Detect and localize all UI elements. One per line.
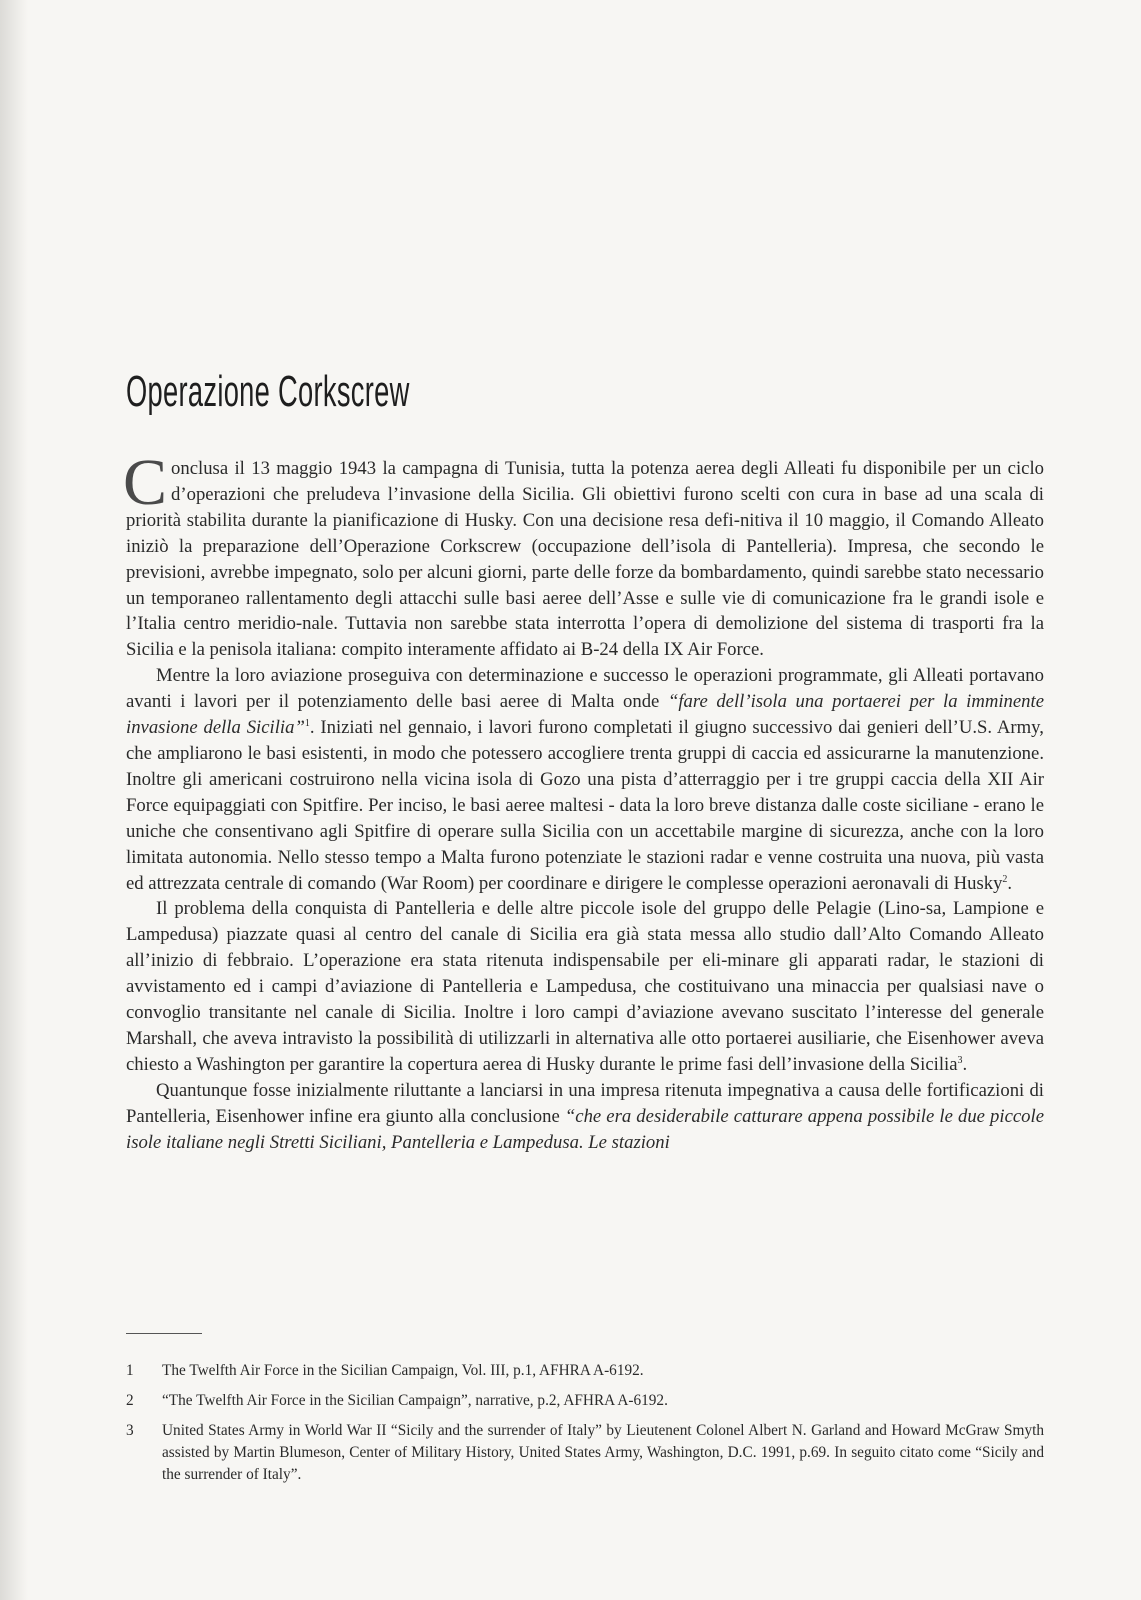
footnote-ref-2: 2 bbox=[1002, 873, 1008, 885]
footnote-number: 3 bbox=[126, 1422, 134, 1439]
footnote-text: “The Twelfth Air Force in the Sicilian Campaign”, narrative, p.2, AFHRA A-6192. bbox=[162, 1392, 668, 1409]
quote-eisenhower: “che era desiderabile catturare appena possibile le due piccole isole italiane negli Stretti Siciliani, Pantelleria e Lampedusa. Le stazioni bbox=[126, 1105, 1045, 1153]
paragraph-2-text-b: . Iniziati nel gennaio, i lavori furono completati il giugno successivo dai genieri dell’U.S. Army, che ampliarono le basi esistenti, in modo che potessero accogliere trenta gruppi di caccia ed assicurarne la manutenzione. Inoltre gli americani costruirono nella vicina isola di Gozo una pista d’atterraggio per i tre gruppi caccia della XII Air Force equipaggiati con Spitfire. Per inciso, le basi aeree maltesi - data la loro breve distanza dalle coste siciliane - erano le uniche che consentivano agli Spitfire di operare sulla Sicilia con un accettabile margine di sicurezza, anche con la loro limitata autonomia. Nello stesso tempo a Malta furono potenziate le stazioni radar e venne costruita una nuova, più vasta ed attrezzata centrale di comando (War Room) per coordinare e dirigere le complesse operazioni aeronavali di Husky bbox=[126, 717, 1044, 894]
chapter-title: Operazione Corkscrew bbox=[126, 367, 410, 416]
paragraph-2 bbox=[126, 663, 1044, 896]
footnote-ref-1: 1 bbox=[304, 717, 310, 729]
paragraph-3-text-end: . bbox=[962, 1053, 968, 1075]
paragraph-2-text-a: Mentre la loro aviazione proseguiva con determinazione e successo le operazioni programmate, gli Alleati portavano avanti i lavori per il potenziamento delle basi aeree di Malta onde bbox=[126, 665, 1044, 713]
footnote-divider bbox=[126, 1333, 202, 1334]
footnote-item bbox=[126, 1360, 1044, 1382]
paragraph-4-text: Quantunque fosse inizialmente riluttante a lanciarsi in una impresa ritenuta impegnativa a causa delle fortificazioni di Pantelleria, Eisenhower infine era giunto alla conclusione bbox=[126, 1079, 1044, 1127]
body-text bbox=[123, 446, 1045, 1155]
footnotes bbox=[126, 1360, 1044, 1494]
document-page bbox=[123, 0, 1045, 1600]
paragraph-4 bbox=[126, 1078, 1044, 1156]
footnote-item bbox=[126, 1390, 1044, 1412]
paragraph-2-text-c: . bbox=[1007, 872, 1013, 894]
drop-cap: C bbox=[123, 446, 168, 519]
footnote-item bbox=[126, 1420, 1044, 1486]
paragraph-3-text: Il problema della conquista di Pantelleria e delle altre piccole isole del gruppo delle Pelagie (Lino-sa, Lampione e Lampedusa) piazzate quasi al centro del canale di Sicilia era già stata messa allo studio dall’Alto Comando Alleato all’inizio di febbraio. L’operazione era stata ritenuta indispensabile per eli-minare gli apparati radar, le stazioni di avvistamento ed i campi d’aviazione di Pantelleria e Lampedusa, che costituivano una minaccia per qualsiasi nave o convoglio transitante nel canale di Sicilia. Inoltre i loro campi d’aviazione avevano suscitato l’interesse del generale Marshall, che aveva intravisto la possibilità di utilizzarli in alternativa alle otto portaerei ausiliarie, che Eisenhower aveva chiesto a Washington per garantire la copertura aerea di Husky durante le prime fasi dell’invasione della Sicilia bbox=[126, 898, 1044, 1075]
page-binding-shadow bbox=[0, 0, 28, 1600]
footnote-ref-3: 3 bbox=[957, 1054, 963, 1066]
footnote-text: The Twelfth Air Force in the Sicilian Campaign, Vol. III, p.1, AFHRA A-6192. bbox=[162, 1362, 644, 1379]
paragraph-1-text: onclusa il 13 maggio 1943 la campagna di Tunisia, tutta la potenza aerea degli Alleati fu disponibile per un ciclo d’operazioni che preludeva l’invasione della Sicilia. Gli obiettivi furono scelti con cura in base ad una scala di priorità stabilita durante la pianificazione di Husky. Con una decisione resa defi-nitiva il 10 maggio, il Comando Alleato iniziò la preparazione dell’Operazione Corkscrew (occupazione dell’isola di Pantelleria). Impresa, che secondo le previsioni, avrebbe impegnato, solo per alcuni giorni, parte delle forze da bombardamento, quindi sarebbe stato necessario un temporaneo rallentamento degli attacchi sulle basi aeree dell’Asse e sulle vie di comunicazione fra le grandi isole e l’Italia centro meridio-nale. Tuttavia non sarebbe stata interrotta l’opera di demolizione del sistema di trasporti fra la Sicilia e la penisola italiana: compito interamente affidato ai B-24 della IX Air Force. bbox=[126, 458, 1044, 661]
footnote-number: 1 bbox=[126, 1362, 134, 1379]
paragraph-3 bbox=[126, 896, 1044, 1077]
paragraph-1 bbox=[123, 446, 1044, 663]
quote-malta: “fare dell’isola una portaerei per la imminente invasione della Sicilia” bbox=[126, 691, 1044, 739]
footnote-text: United States Army in World War II “Sicily and the surrender of Italy” by Lieutenent Colonel Albert N. Garland and Howard McGraw Smyth assisted by Martin Blumeson, Center of Military History, United States Army, Washington, D.C. 1991, p.69. In seguito citato come “Sicily and the surrender of Italy”. bbox=[162, 1422, 1044, 1483]
footnote-number: 2 bbox=[126, 1392, 134, 1409]
